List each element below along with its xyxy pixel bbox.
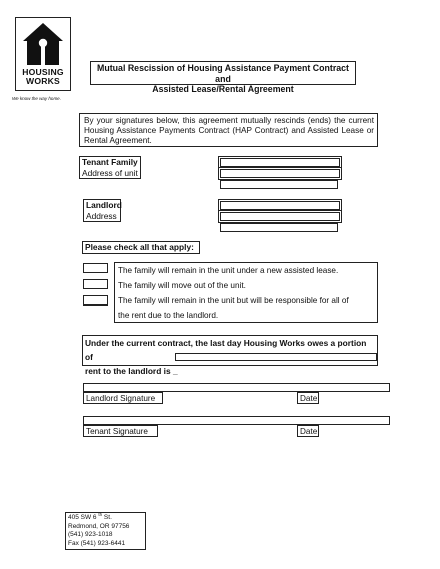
landlord-label: Landlord [86, 200, 122, 210]
house-key-icon [16, 19, 70, 69]
landlord-address-label: Address [86, 210, 117, 221]
logo-tagline: We know the way home. [12, 96, 61, 101]
option-move-out: The family will move out of the unit. [118, 281, 246, 290]
checkbox-divider [83, 305, 108, 306]
address-city: Redmond, OR 97756 [68, 522, 130, 530]
tenant-address-field-2[interactable] [220, 180, 338, 189]
street-suffix: St. [102, 514, 112, 521]
tenant-label-box [79, 156, 141, 179]
logo-line-works: WORKS [26, 76, 60, 86]
address-phone: (541) 923-1018 [68, 531, 113, 539]
tenant-address-field-1[interactable] [220, 169, 340, 178]
street-number: 405 SW 6 [68, 514, 97, 521]
landlord-label-box [83, 199, 121, 222]
checkbox-new-lease[interactable] [83, 263, 108, 273]
logo-wordmark [15, 68, 71, 86]
option-new-lease: The family will remain in the unit under a new assisted lease. [118, 266, 339, 275]
address-street [68, 511, 143, 523]
title-line-1: Mutual Rescission of Housing Assistance Payment Contract and [97, 63, 349, 84]
title-line-2: Assisted Lease/Rental Agreement [152, 84, 294, 94]
tenant-signature-line[interactable] [83, 416, 390, 425]
contract-end-box [82, 335, 378, 376]
document-title [90, 61, 356, 94]
last-day-field[interactable] [175, 353, 377, 361]
address-fax: Fax (541) 923-6441 [68, 539, 126, 547]
option-full-rent-cont: the rent due to the landlord. [118, 311, 219, 320]
tenant-signature-label: Tenant Signature [83, 425, 158, 437]
landlord-signature-label: Landlord Signature [83, 392, 163, 404]
tenant-date-label: Date [297, 425, 319, 437]
landlord-date-label: Date [297, 392, 319, 404]
contract-line-1: Under the current contract, the last day Housing Works owes a portion of [85, 338, 367, 362]
intro-paragraph: By your signatures below, this agreement mutually rescinds (ends) the current Housing Assistance Payments Contract (HAP Contract) and Assisted Lease or Rental Agreement. [79, 113, 378, 147]
landlord-address-field-1[interactable] [220, 212, 340, 221]
option-full-rent: The family will remain in the unit but will be responsible for all of [118, 296, 349, 305]
contract-line-2: rent to the landlord is _ [85, 366, 178, 376]
landlord-name-field[interactable] [220, 201, 340, 210]
check-all-prompt: Please check all that apply: [82, 241, 200, 254]
tenant-family-label: Tenant Family [82, 157, 138, 167]
landlord-signature-line[interactable] [83, 383, 390, 392]
landlord-address-field-2[interactable] [220, 223, 338, 232]
tenant-family-field[interactable] [220, 158, 340, 167]
street-ordinal: th [98, 511, 103, 517]
check-options-box [114, 262, 378, 323]
logo-line-housing: HOUSING [22, 67, 64, 77]
office-address-box [65, 512, 146, 550]
checkbox-move-out[interactable] [83, 279, 108, 289]
checkbox-full-rent[interactable] [83, 295, 108, 305]
tenant-address-label: Address of unit [82, 167, 138, 178]
